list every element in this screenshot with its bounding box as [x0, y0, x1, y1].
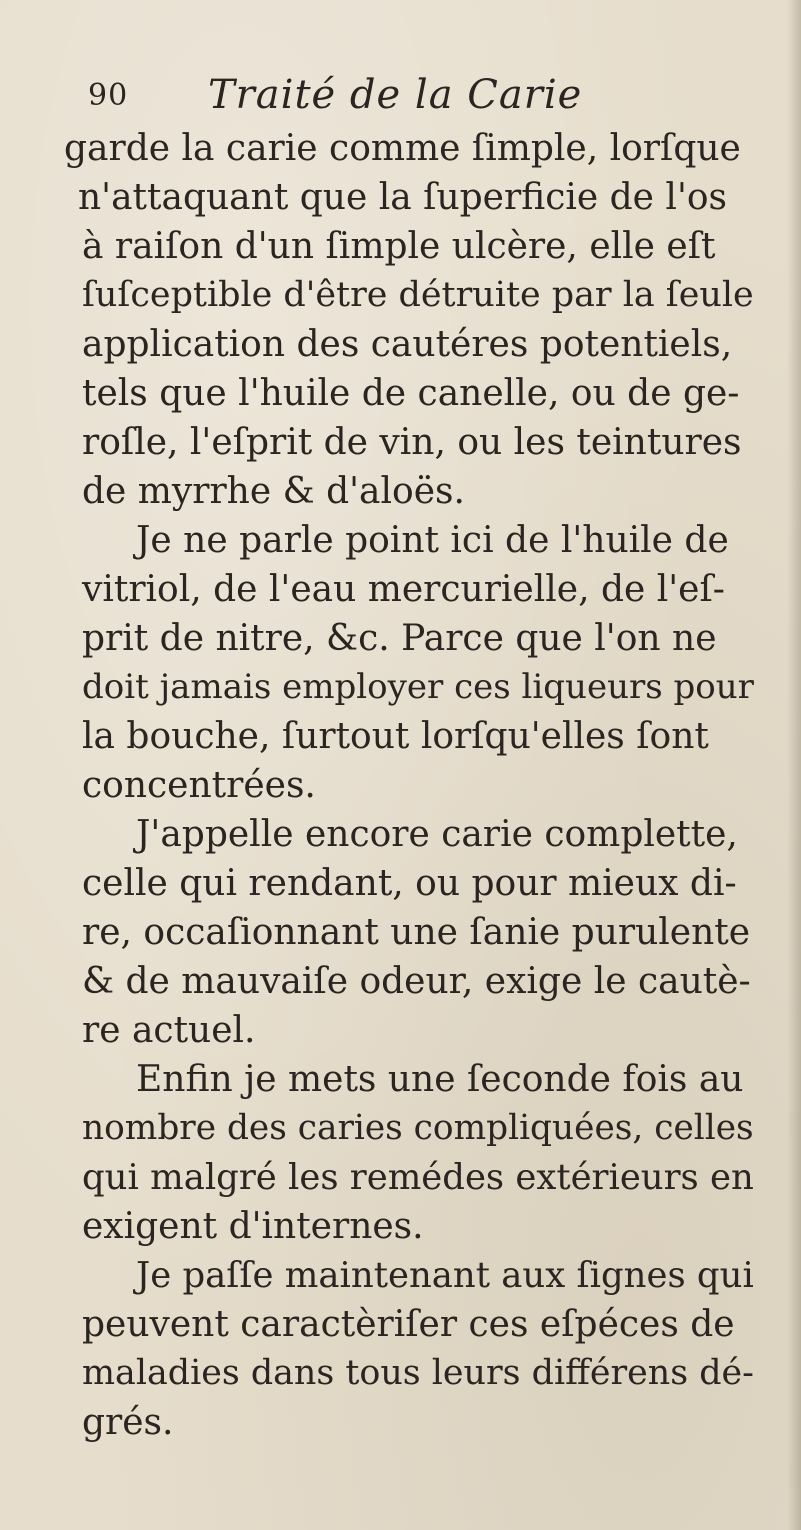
text-line: & de mauvaiſe odeur, exige le cautè- — [82, 961, 751, 1002]
page-number: 90 — [88, 78, 129, 113]
paragraph-start-line: Je ne parle point ici de l'huile de — [136, 520, 729, 561]
text-line: application des cautéres potentiels, — [82, 324, 733, 365]
text-line: celle qui rendant, ou pour mieux di- — [82, 863, 737, 904]
text-line: re actuel. — [82, 1010, 256, 1051]
paragraph-start-line: Je paſſe maintenant aux ſignes qui — [136, 1255, 754, 1296]
text-line: roſle, l'eſprit de vin, ou les teintures — [82, 422, 742, 463]
text-line: vitriol, de l'eau mercurielle, de l'eſ- — [82, 569, 725, 610]
running-title: Traité de la Carie — [208, 72, 583, 118]
paragraph-start-line: J'appelle encore carie complette, — [136, 814, 738, 855]
text-line: grés. — [82, 1402, 174, 1443]
text-line: re, occaſionnant une ſanie purulente — [82, 912, 751, 953]
text-line: doit jamais employer ces liqueurs pour — [82, 667, 754, 707]
text-line: prit de nitre, &c. Parce que l'on ne — [82, 618, 717, 659]
body-text — [64, 124, 754, 1447]
text-line: à raiſon d'un ſimple ulcère, elle eſt — [82, 226, 716, 267]
text-line: ſuſceptible d'être détruite par la ſeule — [82, 275, 754, 315]
text-line: qui malgré les remédes extérieurs en — [82, 1157, 754, 1198]
text-line: la bouche, ſurtout lorſqu'elles ſont — [82, 716, 709, 757]
text-line: exigent d'internes. — [82, 1206, 424, 1247]
paragraph-start-line: Enfin je mets une ſeconde fois au — [136, 1059, 744, 1100]
text-line: nombre des caries compliquées, celles — [82, 1108, 754, 1148]
text-line: maladies dans tous leurs différens dé- — [82, 1353, 754, 1393]
text-line: garde la carie comme ſimple, lorſque — [64, 128, 741, 169]
text-line: peuvent caractèriſer ces eſpéces de — [82, 1304, 735, 1345]
running-head — [88, 72, 708, 122]
text-line: concentrées. — [82, 765, 316, 806]
text-line: de myrrhe & d'aloës. — [82, 471, 465, 512]
text-line: n'attaquant que la ſuperficie de l'os — [78, 177, 727, 218]
page-edge-shadow — [787, 0, 801, 1530]
text-line: tels que l'huile de canelle, ou de ge- — [82, 373, 740, 414]
